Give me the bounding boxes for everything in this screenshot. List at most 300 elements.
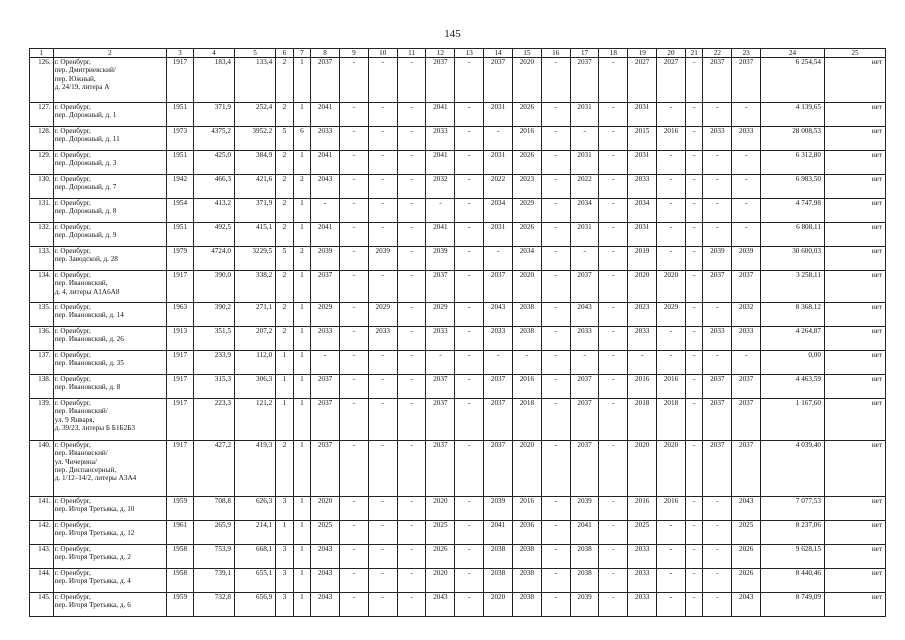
table-cell: 2033 — [570, 327, 599, 351]
table-cell: 2034 — [570, 199, 599, 223]
table-cell: - — [368, 375, 397, 399]
table-cell: 2031 — [628, 103, 657, 127]
address-cell — [53, 497, 166, 521]
table-cell: - — [340, 175, 369, 199]
table-cell: - — [570, 127, 599, 151]
table-cell: - — [599, 127, 628, 151]
row-number-cell: 126. — [30, 58, 54, 103]
table-cell: - — [397, 545, 426, 569]
table-cell: - — [455, 151, 484, 175]
table-cell: 1917 — [166, 351, 193, 375]
table-cell: 2038 — [512, 545, 541, 569]
address-line: г. Оренбург, — [54, 593, 91, 601]
column-number-cell: 24 — [761, 49, 825, 58]
table-cell: 2016 — [657, 375, 686, 399]
table-cell: 2033 — [703, 327, 732, 351]
table-cell: - — [455, 199, 484, 223]
address-line: пер. Игоря Третьяка, д. 6 — [54, 601, 131, 610]
table-cell: - — [599, 351, 628, 375]
housing-registry-table — [29, 48, 886, 617]
table-cell: 2037 — [426, 271, 455, 303]
table-cell: 4 139,65 — [761, 103, 825, 127]
table-cell: 2027 — [628, 58, 657, 103]
table-cell: 1 — [276, 521, 294, 545]
column-number-cell: 4 — [193, 49, 234, 58]
table-cell: 6 — [293, 127, 311, 151]
table-cell: 214,1 — [234, 521, 275, 545]
table-cell: 2020 — [512, 58, 541, 103]
table-cell: 2037 — [570, 441, 599, 497]
table-cell: - — [685, 175, 703, 199]
table-cell: - — [311, 351, 340, 375]
table-cell: - — [541, 175, 570, 199]
table-cell: - — [657, 199, 686, 223]
table-cell: - — [541, 271, 570, 303]
table-cell: - — [541, 327, 570, 351]
table-cell: - — [340, 441, 369, 497]
table-cell: 1963 — [166, 303, 193, 327]
table-cell: 112,0 — [234, 351, 275, 375]
table-cell: 2039 — [570, 593, 599, 617]
address-cell — [53, 375, 166, 399]
table-row — [30, 58, 886, 103]
table-cell: - — [685, 247, 703, 271]
table-cell: - — [368, 351, 397, 375]
table-cell: 6 808,11 — [761, 223, 825, 247]
table-cell: - — [685, 521, 703, 545]
table-cell: нет — [824, 223, 885, 247]
table-cell: 2037 — [732, 375, 761, 399]
table-cell: 2037 — [426, 399, 455, 441]
table-cell: - — [703, 303, 732, 327]
column-number-cell: 6 — [276, 49, 294, 58]
address-line: пер. Ивановский/ — [54, 407, 108, 416]
address-line: г. Оренбург, — [54, 569, 91, 577]
table-cell: - — [703, 151, 732, 175]
address-cell — [53, 569, 166, 593]
table-cell: 2041 — [426, 223, 455, 247]
table-cell: 3952,2 — [234, 127, 275, 151]
table-cell: - — [397, 327, 426, 351]
table-cell: 1951 — [166, 223, 193, 247]
table-cell: 2020 — [628, 271, 657, 303]
address-cell — [53, 58, 166, 103]
table-cell: 384,9 — [234, 151, 275, 175]
column-number-cell: 17 — [570, 49, 599, 58]
table-cell: - — [657, 351, 686, 375]
table-cell: 5 — [276, 127, 294, 151]
table-cell: 1917 — [166, 375, 193, 399]
column-number-header-row — [30, 49, 886, 58]
table-cell: 3 — [276, 569, 294, 593]
table-cell: - — [397, 199, 426, 223]
table-cell: - — [340, 497, 369, 521]
table-cell: 4 039,40 — [761, 441, 825, 497]
table-cell: 2039 — [426, 247, 455, 271]
table-cell: 6 983,50 — [761, 175, 825, 199]
table-cell: нет — [824, 441, 885, 497]
table-cell: 732,8 — [193, 593, 234, 617]
table-cell: 656,9 — [234, 593, 275, 617]
table-cell: - — [541, 127, 570, 151]
table-cell: - — [685, 375, 703, 399]
table-cell: 2023 — [512, 175, 541, 199]
table-cell: - — [368, 175, 397, 199]
table-row — [30, 271, 886, 303]
table-cell: 2038 — [512, 327, 541, 351]
table-cell: 2037 — [484, 271, 513, 303]
table-cell: 4 747,98 — [761, 199, 825, 223]
table-cell: 2037 — [732, 441, 761, 497]
table-cell: 1 — [276, 351, 294, 375]
table-cell: - — [657, 545, 686, 569]
table-cell: 2037 — [570, 58, 599, 103]
table-cell: - — [657, 521, 686, 545]
table-cell: - — [426, 199, 455, 223]
table-cell: 2029 — [426, 303, 455, 327]
table-cell: 2 — [276, 441, 294, 497]
table-cell: - — [368, 399, 397, 441]
table-cell: 2025 — [732, 521, 761, 545]
table-cell: 739,1 — [193, 569, 234, 593]
table-cell: 2016 — [628, 497, 657, 521]
table-cell: 2043 — [732, 593, 761, 617]
column-number-cell: 12 — [426, 49, 455, 58]
address-line: г. Оренбург, — [54, 545, 91, 553]
table-cell: - — [340, 103, 369, 127]
address-line: ул. 9 Января, — [54, 415, 95, 424]
table-cell: - — [368, 127, 397, 151]
table-cell: 2038 — [512, 569, 541, 593]
table-cell: - — [685, 271, 703, 303]
address-line: г. Оренбург, — [54, 151, 91, 159]
column-number-cell: 9 — [340, 49, 369, 58]
table-cell: 1954 — [166, 199, 193, 223]
table-cell: 183,4 — [193, 58, 234, 103]
table-cell: 2031 — [570, 151, 599, 175]
table-cell: - — [512, 351, 541, 375]
table-cell: - — [599, 151, 628, 175]
table-cell: - — [599, 399, 628, 441]
table-cell: 668,1 — [234, 545, 275, 569]
address-cell — [53, 247, 166, 271]
table-cell: 2022 — [570, 175, 599, 199]
table-cell: 2016 — [512, 375, 541, 399]
address-line: пер. Дорожный, д. 11 — [54, 135, 120, 144]
table-cell: - — [599, 58, 628, 103]
table-cell: - — [455, 545, 484, 569]
address-line: пер. Игоря Третьяка, д. 2 — [54, 553, 131, 562]
table-cell: - — [368, 497, 397, 521]
table-cell: 2031 — [570, 103, 599, 127]
table-cell: - — [541, 103, 570, 127]
table-cell: 2031 — [484, 151, 513, 175]
table-cell: - — [685, 303, 703, 327]
address-cell — [53, 521, 166, 545]
table-cell: 2015 — [628, 127, 657, 151]
table-cell: 2033 — [368, 327, 397, 351]
table-cell: - — [368, 103, 397, 127]
table-cell: 2038 — [570, 569, 599, 593]
table-cell: 2033 — [732, 127, 761, 151]
table-cell: - — [599, 247, 628, 271]
table-cell: 8 368,12 — [761, 303, 825, 327]
table-cell: 2016 — [628, 375, 657, 399]
table-cell: - — [397, 593, 426, 617]
table-cell: 2031 — [484, 223, 513, 247]
table-cell: 2 — [276, 223, 294, 247]
table-cell: 1979 — [166, 247, 193, 271]
row-number-cell: 137. — [30, 351, 54, 375]
table-cell: 1 — [293, 399, 311, 441]
table-cell: нет — [824, 247, 885, 271]
table-cell: - — [685, 199, 703, 223]
table-cell: 1 — [293, 375, 311, 399]
address-line: д. 1/12–14/2, литеры А3А4 — [54, 474, 137, 483]
address-line: пер. Дорожный, д. 9 — [54, 231, 117, 240]
table-cell: 2037 — [484, 399, 513, 441]
address-cell — [53, 127, 166, 151]
table-cell: 2026 — [512, 223, 541, 247]
table-cell: 2037 — [426, 58, 455, 103]
table-cell: - — [703, 223, 732, 247]
table-cell: - — [685, 545, 703, 569]
table-cell: - — [455, 351, 484, 375]
row-number-cell: 144. — [30, 569, 54, 593]
table-cell: - — [703, 103, 732, 127]
table-row — [30, 223, 886, 247]
table-cell: нет — [824, 151, 885, 175]
table-cell: 8 440,46 — [761, 569, 825, 593]
column-number-cell: 7 — [293, 49, 311, 58]
table-cell: 2025 — [628, 521, 657, 545]
table-cell: - — [397, 521, 426, 545]
table-cell: 2037 — [703, 441, 732, 497]
table-cell: 1 — [293, 327, 311, 351]
table-cell: 2026 — [512, 151, 541, 175]
table-cell: - — [340, 127, 369, 151]
table-cell: - — [484, 127, 513, 151]
column-number-cell: 11 — [397, 49, 426, 58]
address-line: д. 24/19, литера А — [54, 82, 110, 91]
address-cell — [53, 271, 166, 303]
table-cell: 2034 — [484, 199, 513, 223]
table-cell: - — [455, 175, 484, 199]
table-cell: нет — [824, 497, 885, 521]
table-cell: 1 — [276, 375, 294, 399]
table-cell: - — [599, 593, 628, 617]
address-line: г. Оренбург, — [54, 303, 91, 311]
table-cell: 2037 — [570, 375, 599, 399]
table-cell: - — [685, 569, 703, 593]
table-cell: 2043 — [311, 175, 340, 199]
table-cell: - — [340, 351, 369, 375]
table-cell: 2034 — [628, 199, 657, 223]
table-row — [30, 441, 886, 497]
table-cell: - — [732, 351, 761, 375]
address-line: г. Оренбург, — [54, 247, 91, 255]
row-number-cell: 132. — [30, 223, 54, 247]
table-cell: - — [599, 103, 628, 127]
table-cell: 425,0 — [193, 151, 234, 175]
row-number-cell: 133. — [30, 247, 54, 271]
table-cell: нет — [824, 271, 885, 303]
table-cell: - — [455, 223, 484, 247]
address-line: пер. Ивановский, д. 14 — [54, 311, 124, 320]
table-cell: 2026 — [732, 545, 761, 569]
table-cell: - — [703, 497, 732, 521]
column-number-cell: 22 — [703, 49, 732, 58]
table-cell: 2031 — [484, 103, 513, 127]
table-cell: 3 — [276, 545, 294, 569]
table-cell: - — [541, 151, 570, 175]
table-cell: 2041 — [311, 223, 340, 247]
address-line: г. Оренбург, — [54, 175, 91, 183]
table-cell: - — [368, 545, 397, 569]
table-cell: - — [732, 199, 761, 223]
table-row — [30, 351, 886, 375]
table-cell: 1 — [293, 151, 311, 175]
address-line: пер. Диспансерный, — [54, 465, 117, 474]
table-cell: 2038 — [570, 545, 599, 569]
table-cell: 2043 — [484, 303, 513, 327]
table-cell: 2037 — [732, 271, 761, 303]
table-cell: 271,1 — [234, 303, 275, 327]
column-number-cell: 1 — [30, 49, 54, 58]
table-cell: 2037 — [311, 58, 340, 103]
table-cell: - — [570, 247, 599, 271]
table-row — [30, 103, 886, 127]
table-cell: 2 — [276, 271, 294, 303]
page-number: 145 — [444, 28, 461, 40]
table-cell: - — [397, 175, 426, 199]
table-cell: 2016 — [657, 497, 686, 521]
table-cell: нет — [824, 399, 885, 441]
table-cell: 2033 — [311, 127, 340, 151]
address-line: г. Оренбург, — [54, 399, 91, 407]
table-cell: - — [703, 569, 732, 593]
column-number-cell: 18 — [599, 49, 628, 58]
table-cell: - — [657, 327, 686, 351]
table-cell: 2037 — [703, 58, 732, 103]
table-cell: - — [340, 303, 369, 327]
table-cell: - — [657, 175, 686, 199]
table-cell: 2016 — [512, 497, 541, 521]
column-number-cell: 13 — [455, 49, 484, 58]
table-cell: - — [455, 441, 484, 497]
row-number-cell: 136. — [30, 327, 54, 351]
table-cell: 2039 — [732, 247, 761, 271]
table-cell: 2041 — [311, 103, 340, 127]
row-number-cell: 145. — [30, 593, 54, 617]
table-cell: 1 — [276, 399, 294, 441]
address-line: г. Оренбург, — [54, 127, 91, 135]
row-number-cell: 131. — [30, 199, 54, 223]
table-cell: 1917 — [166, 399, 193, 441]
table-cell: 2033 — [311, 327, 340, 351]
row-number-cell: 129. — [30, 151, 54, 175]
table-cell: 2038 — [512, 303, 541, 327]
column-number-cell: 14 — [484, 49, 513, 58]
table-cell: 1973 — [166, 127, 193, 151]
table-cell: 1 — [293, 223, 311, 247]
table-cell: 2043 — [570, 303, 599, 327]
address-cell — [53, 175, 166, 199]
row-number-cell: 134. — [30, 271, 54, 303]
table-cell: 1917 — [166, 58, 193, 103]
table-cell: 3 — [276, 593, 294, 617]
address-line: г. Оренбург, — [54, 351, 91, 359]
table-cell: - — [368, 199, 397, 223]
column-number-cell: 10 — [368, 49, 397, 58]
column-number-cell: 5 — [234, 49, 275, 58]
table-row — [30, 127, 886, 151]
table-row — [30, 375, 886, 399]
table-row — [30, 545, 886, 569]
table-cell: 2019 — [628, 247, 657, 271]
address-line: г. Оренбург, — [54, 199, 91, 207]
table-row — [30, 303, 886, 327]
table-cell: нет — [824, 303, 885, 327]
table-cell: 2037 — [703, 375, 732, 399]
table-cell: нет — [824, 593, 885, 617]
table-cell: - — [703, 199, 732, 223]
table-cell: 2041 — [484, 521, 513, 545]
table-cell: 421,6 — [234, 175, 275, 199]
table-cell: 2 — [276, 151, 294, 175]
table-cell: - — [397, 303, 426, 327]
table-cell: - — [455, 303, 484, 327]
address-cell — [53, 151, 166, 175]
table-cell: 1 — [293, 593, 311, 617]
table-cell: - — [732, 223, 761, 247]
table-cell: 1917 — [166, 271, 193, 303]
table-cell: - — [599, 441, 628, 497]
table-row — [30, 151, 886, 175]
table-cell: 2020 — [657, 271, 686, 303]
table-cell: 2037 — [484, 441, 513, 497]
table-cell: - — [685, 103, 703, 127]
table-cell: - — [455, 247, 484, 271]
table-cell: нет — [824, 103, 885, 127]
table-cell: 2038 — [484, 569, 513, 593]
table-cell: - — [340, 271, 369, 303]
table-cell: 2037 — [484, 375, 513, 399]
table-cell: 6 312,80 — [761, 151, 825, 175]
table-cell: 2031 — [570, 223, 599, 247]
table-cell: - — [484, 247, 513, 271]
table-cell: 2018 — [628, 399, 657, 441]
table-cell: 4375,2 — [193, 127, 234, 151]
table-cell: - — [599, 199, 628, 223]
table-cell: - — [657, 569, 686, 593]
table-cell: - — [685, 58, 703, 103]
table-cell: 2037 — [426, 441, 455, 497]
address-line: г. Оренбург, — [54, 521, 91, 529]
table-cell: - — [541, 247, 570, 271]
table-cell: 2016 — [512, 127, 541, 151]
address-line: пер. Дорожный, д. 7 — [54, 183, 117, 192]
table-cell: 2039 — [703, 247, 732, 271]
table-cell: 265,9 — [193, 521, 234, 545]
table-cell: 233,9 — [193, 351, 234, 375]
table-cell: - — [368, 569, 397, 593]
address-line: д. 39/23, литеры Б Б1Б2Б3 — [54, 423, 135, 432]
table-cell: 2043 — [311, 569, 340, 593]
table-cell: - — [340, 58, 369, 103]
address-line: г. Оренбург, — [54, 223, 91, 231]
table-cell: - — [455, 271, 484, 303]
